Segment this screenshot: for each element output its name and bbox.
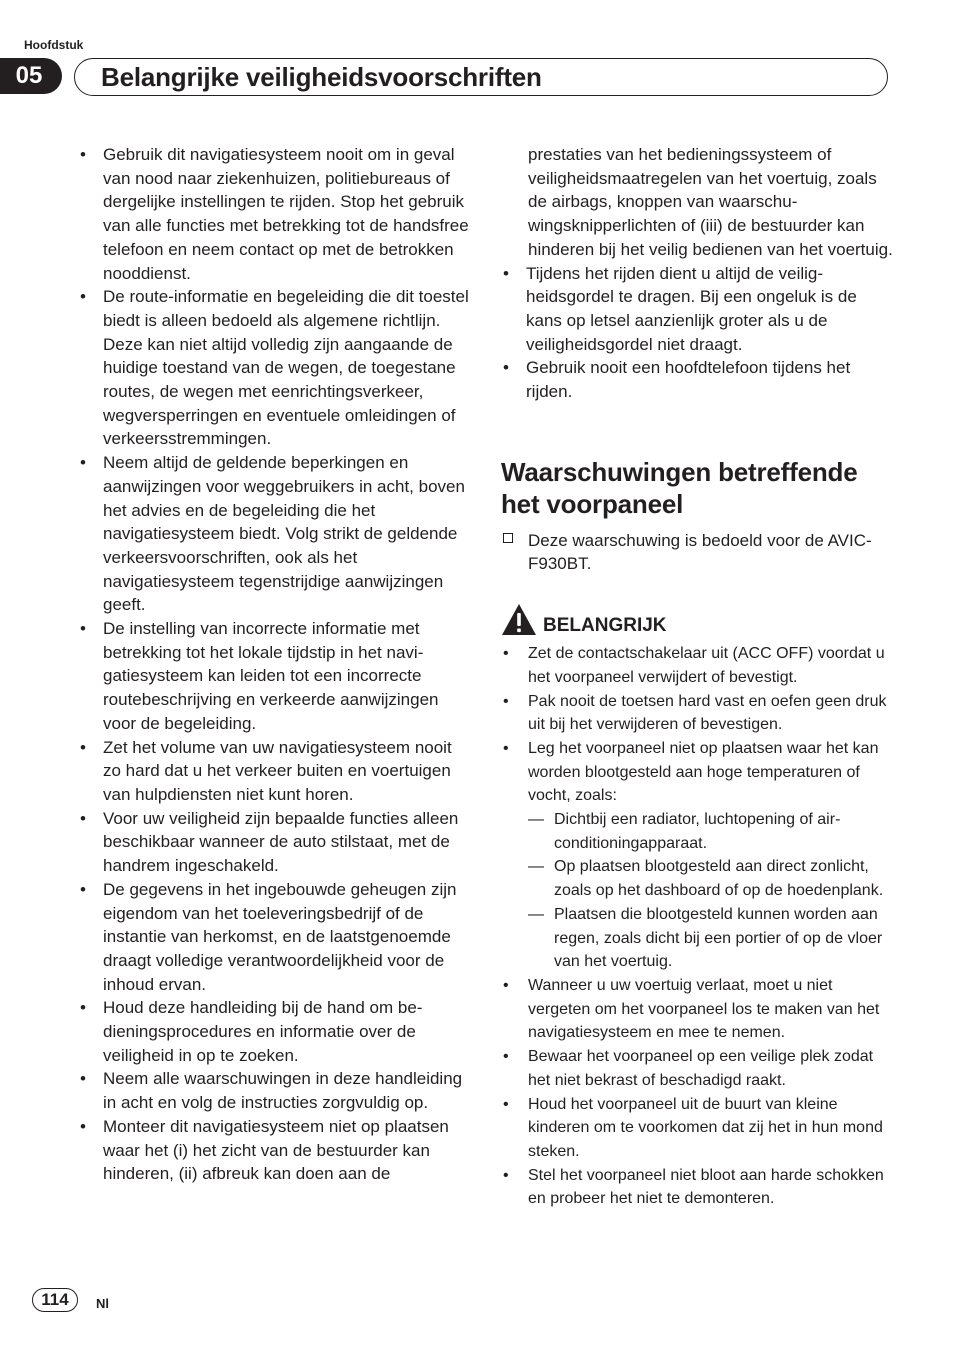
bullet-icon: • [80,1116,86,1136]
list-item: • Gebruik dit navigatiesysteem nooit om in geval van nood naar ziekenhuizen, politiebureaus of dergelijke instellingen te rijden. Stop het gebruik van alle functies met betrekking tot de handsfree telefoon en neem contact op met de betrokken nooddienst. [80,145,469,283]
list-item: • Neem altijd de geldende beperkingen en aanwijzingen voor weggebruikers in acht, boven het advies en de begeleiding die het navigatiesysteem biedt. Volg strikt de geldende verkeersvoorschriften, ook als het navigatiesysteem tegenstrijdige aanwijzingen geeft. [80,453,465,615]
note [501,529,893,576]
list-item: • Zet het volume van uw navigatiesysteem nooit zo hard dat u het verkeer buiten en voertuigen van hulpdiensten niet kunt horen. [80,737,452,804]
sub-list-item: — Dichtbij een radiator, luchtopening of airconditioningapparaat. [528,808,893,855]
warning-triangle-icon [501,603,537,636]
bullet-icon: • [80,808,86,828]
list-item: • Gebruik nooit een hoofdtelefoon tijdens het rijden. [503,358,851,402]
list-item: • Voor uw veiligheid zijn bepaalde functies alleen beschikbaar wanneer de auto stilstaat, met de handrem ingeschakeld. [80,808,459,876]
bullet-icon: • [80,879,86,899]
list-item: • De route-informatie en begeleiding die dit toestel biedt is alleen bedoeld als algemene richtlijn. Deze kan niet altijd volledig zijn aangaande de huidige toestand van de wegen, de toegestane routes, de wegen met eenrichtingsverkeer, wegversperringen en eventuele omleidingen of verkeersstremmingen. [80,287,469,449]
right-bullet-list [501,262,893,404]
bullet-icon: • [503,692,509,710]
list-item: • De gegevens in het ingebouwde geheugen zijn eigendom van het toeleveringsbedrijf of de instantie van herkomst, en de laatstgenoemde draagt volledige verantwoordelijkheid voor de inhoud ervan. [80,879,457,994]
bullet-icon: • [503,263,509,283]
bullet-icon: • [503,1166,509,1184]
list-item: • Bewaar het voorpaneel op een veilige plek zodat het niet bekrast of beschadigd raakt. [501,1045,893,1092]
chapter-number-badge: 05 [0,58,62,94]
important-header [501,602,893,636]
important-title: BELANGRIJK [543,615,667,637]
right-column [501,143,893,1211]
list-item: • Neem alle waarschuwingen in deze handleiding in acht en volg de instructies zorgvuldig op. [80,1069,463,1113]
bullet-icon: • [80,998,86,1018]
bullet-icon: • [80,1069,86,1089]
bullet-icon: • [80,737,86,757]
list-item: • Stel het voorpaneel niet bloot aan harde schokken en probeer het niet te demonteren. [501,1164,893,1211]
bullet-icon: • [80,453,86,473]
section-heading: Waarschuwingen betreffende het voorpaneel [501,456,858,519]
bullet-icon: • [80,145,86,164]
list-item: • Wanneer u uw voertuig verlaat, moet u niet vergeten om het voorpaneel los te maken van het navigatiesysteem en mee te nemen. [501,974,893,1045]
dash-icon: — [528,811,544,829]
checkbox-square-icon [503,533,513,543]
bullet-icon: • [503,645,509,663]
list-item: • Tijdens het rijden dient u altijd de veiligheidsgordel te dragen. Bij een ongeluk is de kans op letsel aanzienlijk groter als u de veiligheidsgordel niet draagt. [503,263,857,354]
sub-list [528,808,893,974]
bullet-icon: • [503,739,509,757]
bullet-icon: • [80,287,86,307]
continuation-text: prestaties van het bedieningssysteem of veiligheidsmaatregelen van het voertuig, zoals de airbags, knoppen van waarschuwingsknipperlichten of (iii) de bestuurder kan hinderen bij het veilig bedienen van het voertuig. [528,145,893,259]
list-item: • Houd het voorpaneel uit de buurt van kleine kinderen om te voorkomen dat zij het in hun mond steken. [501,1093,893,1164]
note-text: Deze waarschuwing is bedoeld voor de AVIC-F930BT. [528,530,872,574]
list-item: • Zet de contactschakelaar uit (ACC OFF) voordat u het voorpaneel verwijdert of bevestigt. [501,642,893,689]
list-item: • Houd deze handleiding bij de hand om bedieningsprocedures en informatie over de veiligheid in op te zoeken. [80,998,423,1065]
list-item: • De instelling van incorrecte informatie met betrekking tot het lokale tijdstip in het navigatiesysteem kan leiden tot een incorrecte routebeschrijving en verkeerde aanwijzingen voor de begeleiding. [80,619,439,733]
page-number: 114 [32,1288,78,1312]
important-list [501,642,893,1211]
left-column [78,143,470,1186]
left-bullet-list [78,143,470,1186]
chapter-title-box [74,58,888,96]
sub-list-item: — Op plaatsen blootgesteld aan direct zonlicht, zoals op het dashboard of op de hoedenplank. [528,855,893,902]
language-code: Nl [96,1296,109,1311]
chapter-title: Belangrijke veiligheidsvoorschriften [101,61,542,92]
bullet-icon: • [503,1095,509,1113]
list-item: • Monteer dit navigatiesysteem niet op plaatsen waar het (i) het zicht van de bestuurder kan hinderen, (ii) afbreuk kan doen aan de [80,1116,449,1184]
list-item: • Pak nooit de toetsen hard vast en oefen geen druk uit bij het verwijderen of bevestigen. [501,690,893,737]
sub-list-item: — Plaatsen die blootgesteld kunnen worden aan regen, zoals dicht bij een portier of op de vloer van het voertuig. [528,903,893,974]
dash-icon: — [528,905,544,923]
dash-icon: — [528,858,544,876]
bullet-icon: • [80,619,86,639]
bullet-icon: • [503,358,509,378]
bullet-icon: • [503,976,509,994]
list-item: • Leg het voorpaneel niet op plaatsen waar het kan worden blootgesteld aan hoge temperaturen of vocht, zoals: — Dichtbij een radiator, luchtopening of airconditioningapparaat. — Op plaatsen blootgesteld aan direct zonlicht, zoals op het dashboard of op de hoedenplank. — Plaatsen die blootgesteld kunnen worden aan regen, zoals dicht bij een portier of op de vloer van het voertuig. [501,737,893,974]
bullet-icon: • [503,1048,509,1066]
chapter-label: Hoofdstuk [24,38,84,52]
